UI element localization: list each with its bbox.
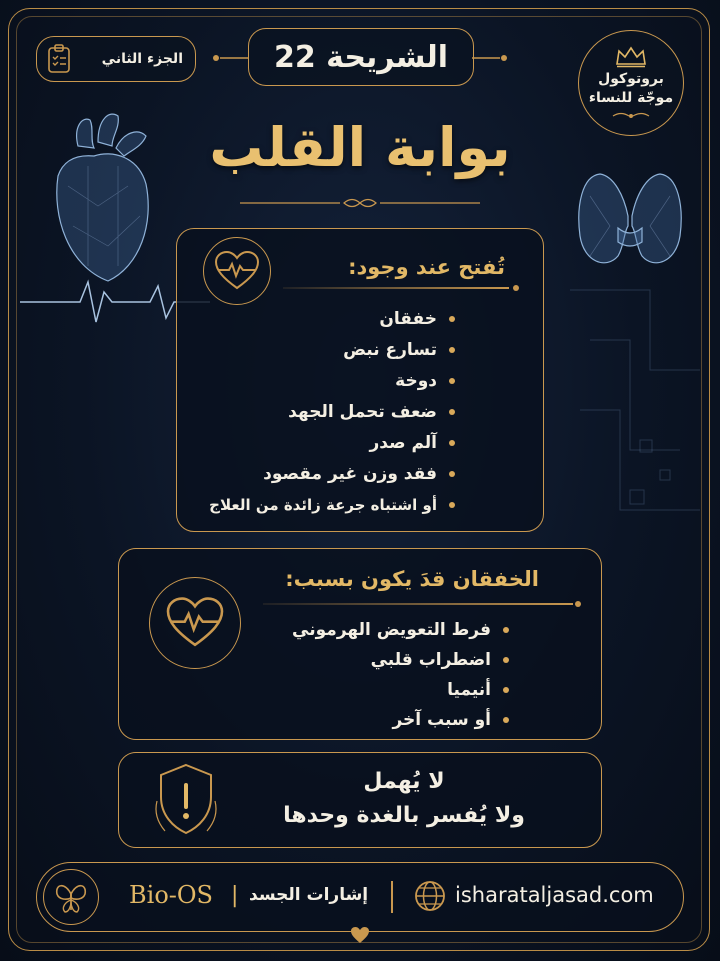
bullet bbox=[503, 717, 509, 723]
cause-text: فرط التعويض الهرموني bbox=[292, 620, 491, 640]
badge-line-2: موجّة للنساء bbox=[588, 89, 674, 106]
symptom-text: آلم صدر bbox=[369, 432, 437, 453]
bullet bbox=[449, 347, 455, 353]
bullet bbox=[449, 409, 455, 415]
list-item bbox=[209, 458, 455, 489]
part-label-pill bbox=[36, 36, 196, 82]
part-label: الجزء الثاني bbox=[101, 51, 183, 67]
list-item bbox=[292, 705, 509, 735]
list-item bbox=[209, 396, 455, 427]
causes-heading: الخفقان قدَ يكون بسبب: bbox=[285, 567, 539, 591]
brand-separator: | bbox=[231, 883, 239, 908]
list-item bbox=[292, 645, 509, 675]
footer-divider bbox=[391, 881, 393, 913]
laurel-icon bbox=[611, 111, 651, 121]
bullet bbox=[449, 378, 455, 384]
symptom-text: أو اشتباه جرعة زائدة من العلاج bbox=[209, 495, 437, 514]
list-item bbox=[292, 675, 509, 705]
symptom-text: ضعف تحمل الجهد bbox=[288, 401, 437, 422]
bullet bbox=[503, 687, 509, 693]
bullet bbox=[449, 316, 455, 322]
heart-icon bbox=[350, 926, 370, 944]
shield-exclamation-icon bbox=[149, 761, 223, 841]
symptom-text: تسارع نبض bbox=[343, 339, 437, 360]
causes-heading-rule bbox=[263, 603, 573, 605]
protocol-badge bbox=[578, 30, 684, 136]
badge-line-1: بروتوكول bbox=[598, 70, 664, 87]
brand-name-arabic: إشارات الجسد bbox=[249, 885, 369, 905]
logo-circle bbox=[43, 869, 99, 925]
crown-icon bbox=[614, 46, 648, 68]
heart-pulse-icon-frame bbox=[203, 237, 271, 305]
symptoms-list bbox=[209, 303, 455, 520]
causes-card bbox=[118, 548, 602, 740]
symptoms-heading: تُفتح عند وجود: bbox=[348, 255, 505, 279]
cause-text: أو سبب آخر bbox=[392, 710, 491, 730]
butterfly-icon bbox=[53, 880, 89, 914]
bullet bbox=[503, 627, 509, 633]
footer-bar bbox=[36, 862, 684, 932]
list-item bbox=[209, 427, 455, 458]
title-divider bbox=[240, 196, 480, 210]
symptoms-card bbox=[176, 228, 544, 532]
symptom-text: خفقان bbox=[379, 308, 437, 329]
causes-list bbox=[292, 615, 509, 735]
warning-line-2: ولا يُفسر بالغدة وحدها bbox=[283, 803, 525, 828]
symptoms-heading-rule bbox=[283, 287, 509, 289]
circuit-decoration bbox=[560, 250, 710, 550]
cause-text: أنيميا bbox=[447, 680, 491, 700]
bullet bbox=[449, 471, 455, 477]
heart-pulse-icon bbox=[164, 596, 226, 650]
list-item bbox=[209, 303, 455, 334]
heart-pulse-icon bbox=[213, 250, 261, 292]
website-link[interactable]: isharataljasad.com bbox=[455, 883, 654, 907]
cause-text: اضطراب قلبي bbox=[370, 650, 491, 670]
symptom-text: فقد وزن غير مقصود bbox=[263, 463, 437, 484]
brand-name: Bio-OS bbox=[129, 881, 213, 909]
list-item bbox=[292, 615, 509, 645]
warning-line-1: لا يُهمل bbox=[363, 769, 445, 794]
globe-icon bbox=[413, 879, 447, 913]
bullet bbox=[449, 502, 455, 508]
list-item bbox=[209, 334, 455, 365]
bullet bbox=[503, 657, 509, 663]
thyroid-illustration bbox=[570, 166, 690, 276]
symptom-text: دوخة bbox=[395, 370, 437, 391]
list-item bbox=[209, 489, 455, 520]
list-item bbox=[209, 365, 455, 396]
symptoms-heading-dot bbox=[513, 285, 519, 291]
warning-card bbox=[118, 752, 602, 848]
heart-pulse-icon-frame bbox=[149, 577, 241, 669]
bullet bbox=[449, 440, 455, 446]
slide-pill-ornament bbox=[212, 54, 508, 62]
causes-heading-dot bbox=[575, 601, 581, 607]
page-title: بوابة القلب bbox=[209, 116, 511, 179]
slide-number: الشريحة 22 bbox=[273, 39, 448, 75]
clipboard-icon bbox=[47, 44, 71, 74]
